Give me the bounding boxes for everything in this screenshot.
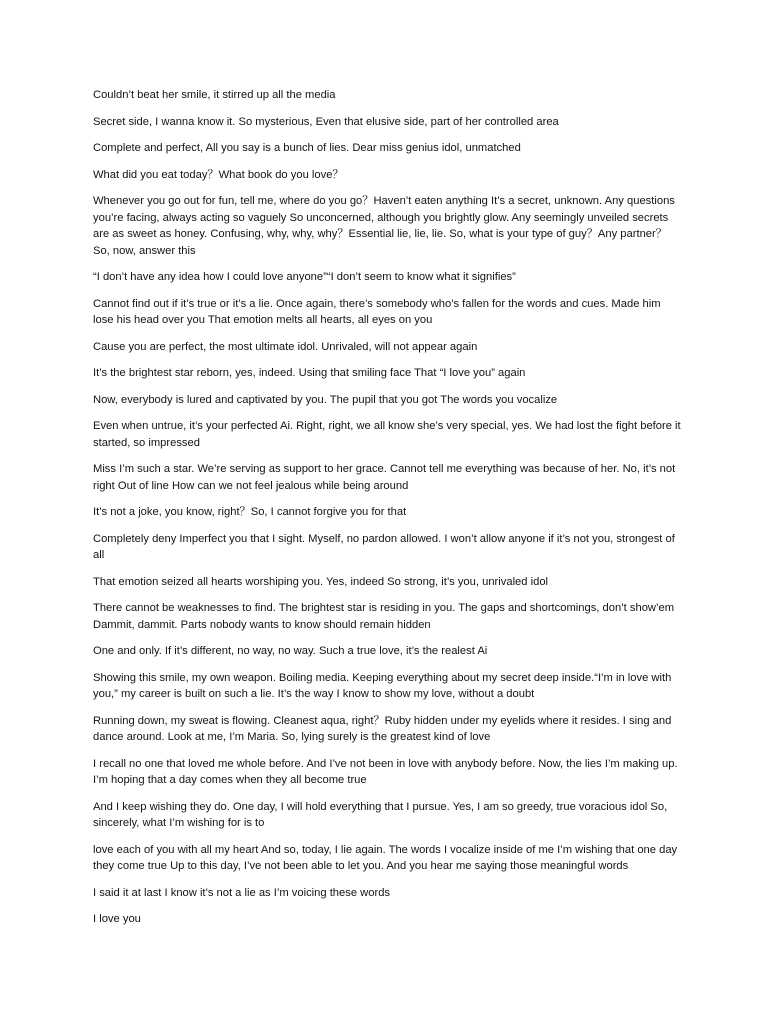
paragraph: What did you eat today？What book do you love？ <box>93 168 344 181</box>
paragraph: Complete and perfect, All you say is a bunch of lies. Dear miss genius idol, unmatched <box>93 142 521 154</box>
paragraph: And I keep wishing they do. One day, I will hold everything that I pursue. Yes, I am so greedy, true voracious idol So, sincerely, what I’m wishing for is to <box>93 800 668 829</box>
paragraph: Completely deny Imperfect you that I sight. Myself, no pardon allowed. I won’t allow anyone if it’s not you, strongest of all <box>93 532 675 561</box>
paragraph: That emotion seized all hearts worshiping you. Yes, indeed So strong, it’s you, unrivaled idol <box>93 575 549 588</box>
paragraph: Couldn’t beat her smile, it stirred up all the media <box>93 89 336 101</box>
paragraph: “I don’t have any idea how I could love anyone”“I don’t seem to know what it signifies” <box>93 271 516 283</box>
paragraph: It’s the brightest star reborn, yes, indeed. Using that smiling face That “I love you” again <box>93 367 526 379</box>
paragraph: Running down, my sweat is flowing. Cleanest aqua, right？Ruby hidden under my eyelids where it resides. I sing and dance around. Look at me, I’m Maria. So, lying surely is the greatest kind of love <box>93 714 672 743</box>
paragraph: Now, everybody is lured and captivated by you. The pupil that you got The words you vocalize <box>93 393 558 406</box>
paragraph: I said it at last I know it’s not a lie as I’m voicing these words <box>93 886 391 899</box>
paragraph: Even when untrue, it’s your perfected Ai. Right, right, we all know she’s very special, yes. We had lost the fight before it started, so impressed <box>93 420 681 449</box>
paragraph: One and only. If it’s different, no way, no way. Such a true love, it’s the realest Ai <box>93 645 488 657</box>
paragraph: Miss I’m such a star. We’re serving as support to her grace. Cannot tell me everything was because of her. No, it’s not right Out of line How can we not feel jealous while being around <box>93 463 676 492</box>
paragraph: Whenever you go out for fun, tell me, where do you go？Haven’t eaten anything It’s a secret, unknown. Any questions you’re facing, always acting so vaguely So unconcerned, although you brightly glow. Any seemingly unveiled secrets are as sweet as honey. Confusing, why, why, why？Essential lie, lie, lie. So, what is your type of guy？Any partner？So, now, answer this <box>93 195 675 257</box>
paragraph: Secret side, I wanna know it. So mysterious, Even that elusive side, part of her controlled area <box>93 115 559 128</box>
paragraph: Showing this smile, my own weapon. Boiling media. Keeping everything about my secret deep inside.“I’m in love with you,” my career is built on such a lie. It’s the way I know to show my love, without a doubt <box>93 671 672 700</box>
paragraph: There cannot be weaknesses to find. The brightest star is residing in you. The gaps and shortcomings, don’t show’em Dammit, dammit. Parts nobody wants to know should remain hidden <box>93 602 675 631</box>
paragraph: love each of you with all my heart And so, today, I lie again. The words I vocalize inside of me I’m wishing that one day they come true Up to this day, I’ve not been able to let you. And you hear me saying those meaningful words <box>93 843 678 872</box>
paragraph: It’s not a joke, you know, right？So, I cannot forgive you for that <box>93 506 407 518</box>
paragraph: Cannot find out if it’s true or it’s a lie. Once again, there’s somebody who’s fallen for the words and cues. Made him lose his head over you That emotion melts all hearts, all eyes on you <box>93 297 661 326</box>
paragraph: I love you <box>93 913 141 925</box>
paragraph: Cause you are perfect, the most ultimate idol. Unrivaled, will not appear again <box>93 340 478 353</box>
lyrics-body <box>93 87 683 938</box>
paragraph: I recall no one that loved me whole before. And I’ve not been in love with anybody before. Now, the lies I’m making up. I’m hoping that a day comes when they all become true <box>93 757 678 786</box>
